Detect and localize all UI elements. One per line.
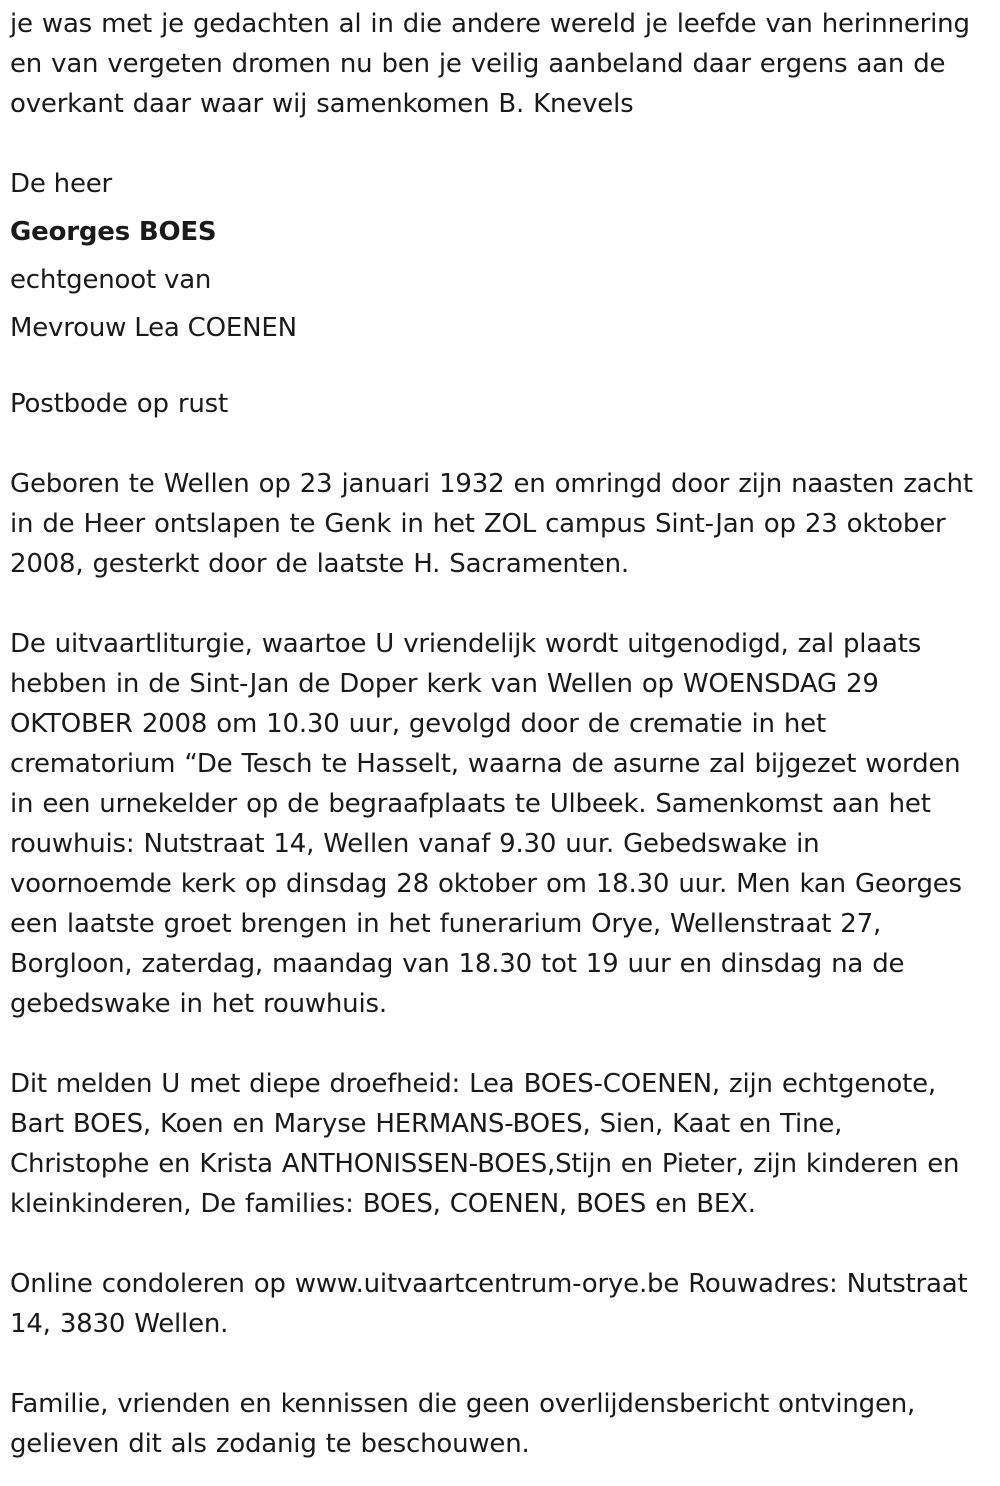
salutation: De heer [10, 169, 113, 199]
online-condolence-paragraph: Online condoleren op www.uitvaartcentrum-orye.be Rouwadres: Nutstraat 14, 3830 Wellen. [10, 1269, 968, 1339]
poem-paragraph: je was met je gedachten al in die andere wereld je leefde van herinnering en van vergeten dromen nu ben je veilig aanbeland daar ergens aan de overkant daar waar wij samenkomen B. Knevels [10, 9, 970, 119]
funeral-paragraph: De uitvaartliturgie, waartoe U vriendelijk wordt uitgenodigd, zal plaats hebben in de Sint-Jan de Doper kerk van Wellen op WOENSDAG 29 OKTOBER 2008 om 10.30 uur, gevolgd door de crematie in het crematorium “De Tesch te Hasselt, waarna de asurne zal bijgezet worden in een urnekelder op de begraafplaats te Ulbeek. Samenkomst aan het rouwhuis: Nutstraat 14, Wellen vanaf 9.30 uur. Gebedswake in voornoemde kerk op dinsdag 28 oktober om 18.30 uur. Men kan Georges een laatste groet brengen in het funerarium Orye, Wellenstraat 27, Borgloon, zaterdag, maandag van 18.30 tot 19 uur en dinsdag na de gebedswake in het rouwhuis. [10, 629, 962, 1019]
spouse-name: Mevrouw Lea COENEN [10, 313, 297, 343]
relation-line: echtgenoot van [10, 265, 212, 295]
closing-paragraph: Familie, vrienden en kennissen die geen overlijdensbericht ontvingen, gelieven dit als zodanig te beschouwen. [10, 1389, 916, 1459]
deceased-name: Georges BOES [10, 217, 217, 247]
spacer [10, 124, 990, 164]
spacer [10, 584, 990, 624]
spacer [10, 424, 990, 464]
spacer [10, 1344, 990, 1384]
obituary-document [10, 4, 990, 1464]
birth-death-paragraph: Geboren te Wellen op 23 januari 1932 en omringd door zijn naasten zacht in de Heer ontslapen te Genk in het ZOL campus Sint-Jan op 23 oktober 2008, gesterkt door de laatste H. Sacramenten. [10, 469, 973, 579]
spacer [10, 1224, 990, 1264]
family-paragraph: Dit melden U met diepe droefheid: Lea BOES-COENEN, zijn echtgenote, Bart BOES, Koen en Maryse HERMANS-BOES, Sien, Kaat en Tine, Christophe en Krista ANTHONISSEN-BOES,Stijn en Pieter, zijn kinderen en kleinkinderen, De families: BOES, COENEN, BOES en BEX. [10, 1069, 960, 1219]
spacer [10, 1024, 990, 1064]
spacer [10, 352, 990, 384]
occupation: Postbode op rust [10, 389, 228, 419]
